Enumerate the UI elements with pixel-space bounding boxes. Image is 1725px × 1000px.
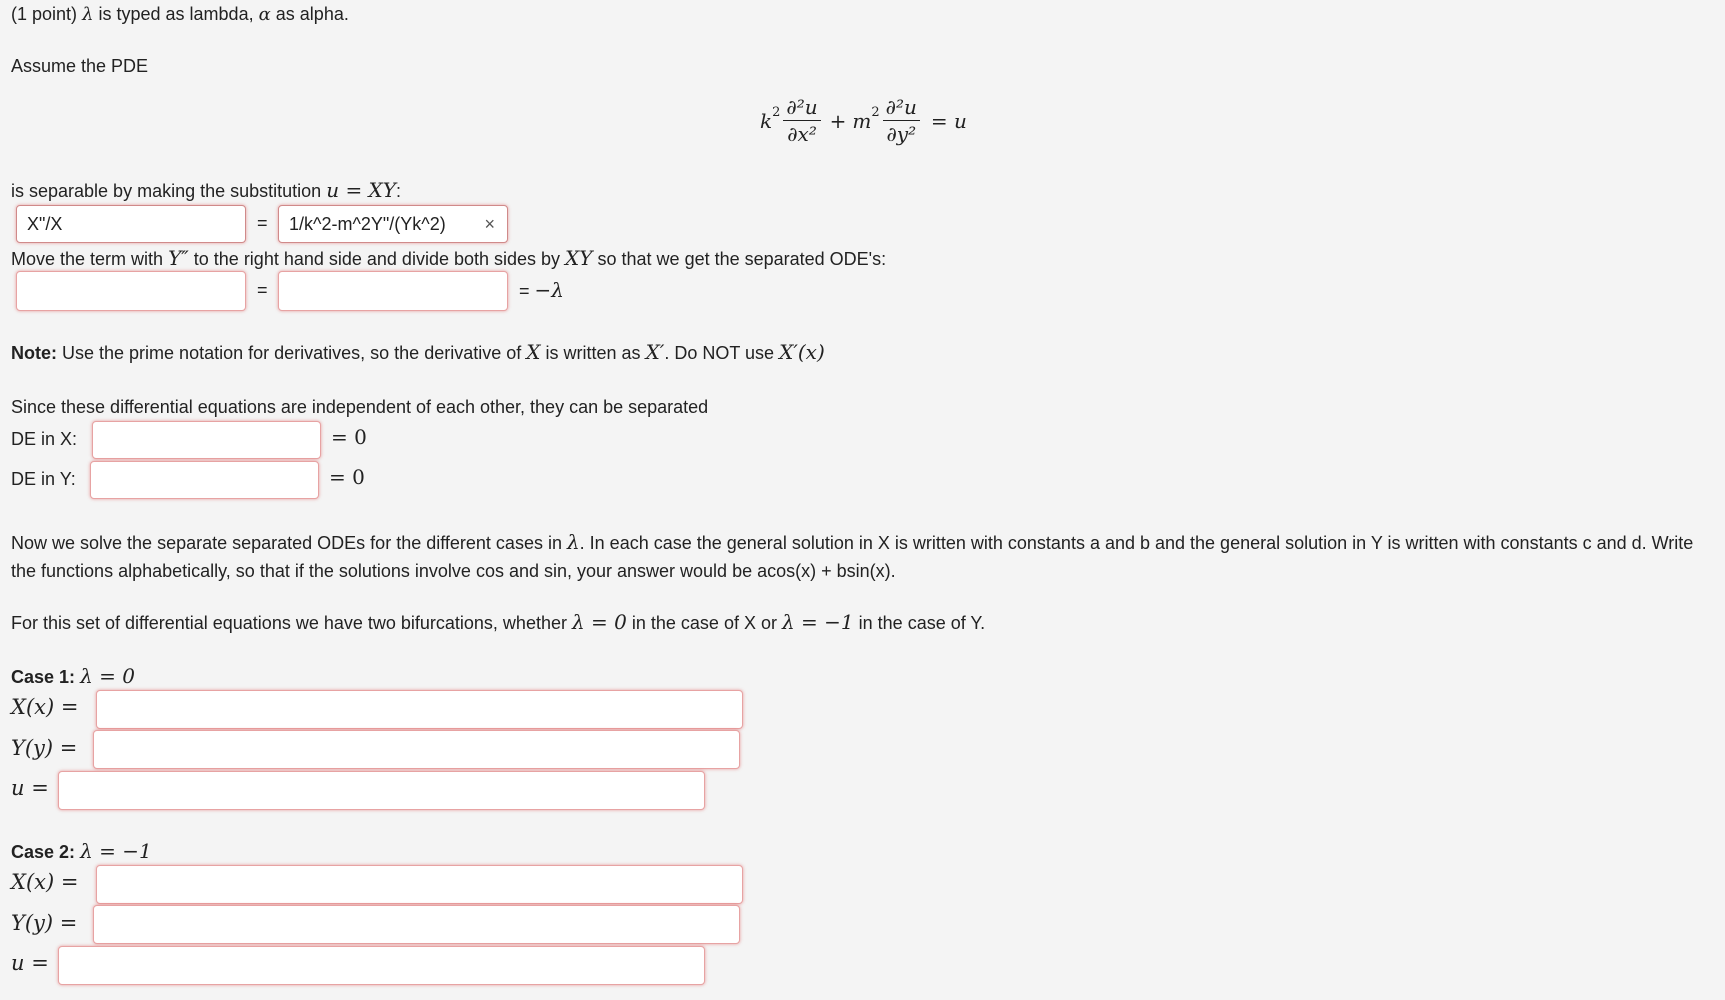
case2-u-input[interactable] (58, 946, 705, 985)
now-text-a: Now we solve the separate separated ODEs for the different cases in (11, 533, 562, 553)
clear-icon[interactable]: × (484, 214, 495, 234)
note-x: X (526, 340, 541, 364)
instructions-paragraph (11, 528, 1713, 585)
case2-x-label: X(x) = (11, 870, 79, 894)
pde-m: m (852, 108, 872, 133)
prime-note (11, 339, 825, 366)
substitution-formula: u = XY (326, 178, 396, 202)
xy-term: XY (565, 246, 593, 270)
row2-tail-equals: = (519, 281, 530, 301)
case2-label: Case 2: (11, 842, 76, 862)
points-label: (1 point) (11, 4, 78, 24)
bif-text-a: For this set of differential equations we have two bifurcations, whether (11, 613, 567, 633)
pde-fraction-x (783, 95, 820, 146)
case2-y-label: Y(y) = (11, 911, 78, 935)
case2-heading (11, 838, 152, 865)
note-label: Note: (11, 343, 57, 363)
separation-left-value: X"/X (27, 214, 63, 234)
assume-text: Assume the PDE (11, 56, 149, 76)
case1-heading (11, 663, 135, 690)
pde-equation (760, 95, 967, 146)
de-x-input[interactable] (92, 421, 321, 459)
neg-lambda: −λ (534, 278, 564, 302)
note-x-prime-of-x: X′(x) (779, 340, 825, 364)
separation-right-input[interactable] (278, 205, 508, 243)
note-text-c: . Do NOT use (664, 343, 775, 363)
pde-num-x: ∂²u (783, 95, 820, 121)
move-text-b: to the right hand side and divide both sides by (193, 249, 561, 269)
lambda-note: is typed as lambda, (98, 4, 254, 24)
move-text (11, 245, 886, 272)
note-x-prime: X′ (645, 340, 665, 364)
case1-label: Case 1: (11, 667, 76, 687)
row2-equals: = (257, 280, 268, 300)
alpha-note: as alpha. (275, 4, 349, 24)
case1-x-label: X(x) = (11, 695, 79, 719)
separation-right-value: 1/k^2-m^2Y"/(Yk^2) (289, 214, 446, 234)
case1-y-label: Y(y) = (11, 736, 78, 760)
ode-left-input[interactable] (16, 271, 246, 311)
note-text-a: Use the prime notation for derivatives, so the derivative of (62, 343, 522, 363)
now-lambda: λ (566, 530, 580, 554)
problem-header (11, 2, 349, 27)
lambda-symbol: λ (82, 4, 94, 25)
ode-right-input[interactable] (278, 271, 508, 311)
row1-equals: = (257, 213, 268, 233)
de-y-input[interactable] (90, 461, 319, 499)
case1-y-input[interactable] (93, 730, 740, 769)
case2-y-input[interactable] (93, 905, 740, 944)
case1-u-label: u = (11, 776, 49, 800)
case2-x-input[interactable] (96, 865, 743, 904)
separable-prefix: is separable by making the substitution (11, 181, 322, 201)
pde-m-exp: 2 (871, 105, 880, 120)
pde-plus: + (829, 108, 847, 133)
bif-eq-lambda-zero: λ = 0 (572, 610, 627, 634)
pde-k: k (760, 108, 773, 133)
now-text-b: . In each case the general solution in X is written with constants a and b and the general solution in Y is written with constants c and d. Write the functions alphabetically, so that if the solutions involve cos and sin, your answer would be acos(x) + bsin(x). (11, 533, 1694, 581)
move-text-a: Move the term with (11, 249, 164, 269)
separation-left-input[interactable] (16, 205, 246, 243)
separable-suffix: : (396, 181, 402, 201)
de-y-eq-zero: = 0 (329, 465, 365, 489)
pde-num-y: ∂²u (883, 95, 920, 121)
y-double-prime: Y″ (168, 246, 189, 270)
bif-eq-lambda-neg-one: λ = −1 (782, 610, 854, 634)
note-text-b: is written as (545, 343, 641, 363)
case1-u-input[interactable] (58, 771, 705, 810)
bif-text-b: in the case of X or (631, 613, 777, 633)
move-text-c: so that we get the separated ODE's: (597, 249, 887, 269)
de-x-eq-zero: = 0 (331, 425, 367, 449)
separable-text (11, 178, 401, 203)
equals-neg-lambda (519, 278, 564, 303)
case2-condition: λ = −1 (80, 839, 152, 863)
since-text: Since these differential equations are independent of each other, they can be separated (11, 397, 709, 417)
bif-text-c: in the case of Y. (858, 613, 986, 633)
case1-condition: λ = 0 (80, 664, 135, 688)
pde-rhs: = u (930, 108, 967, 133)
case2-u-label: u = (11, 951, 49, 975)
bifurcation-text (11, 609, 985, 636)
case1-x-input[interactable] (96, 690, 743, 729)
pde-fraction-y (883, 95, 920, 146)
alpha-symbol: α (258, 4, 271, 25)
pde-den-y: ∂y² (886, 122, 917, 146)
pde-k-exp: 2 (772, 105, 781, 120)
pde-den-x: ∂x² (787, 122, 817, 146)
de-x-label: DE in X: (11, 429, 78, 449)
de-y-label: DE in Y: (11, 469, 76, 489)
